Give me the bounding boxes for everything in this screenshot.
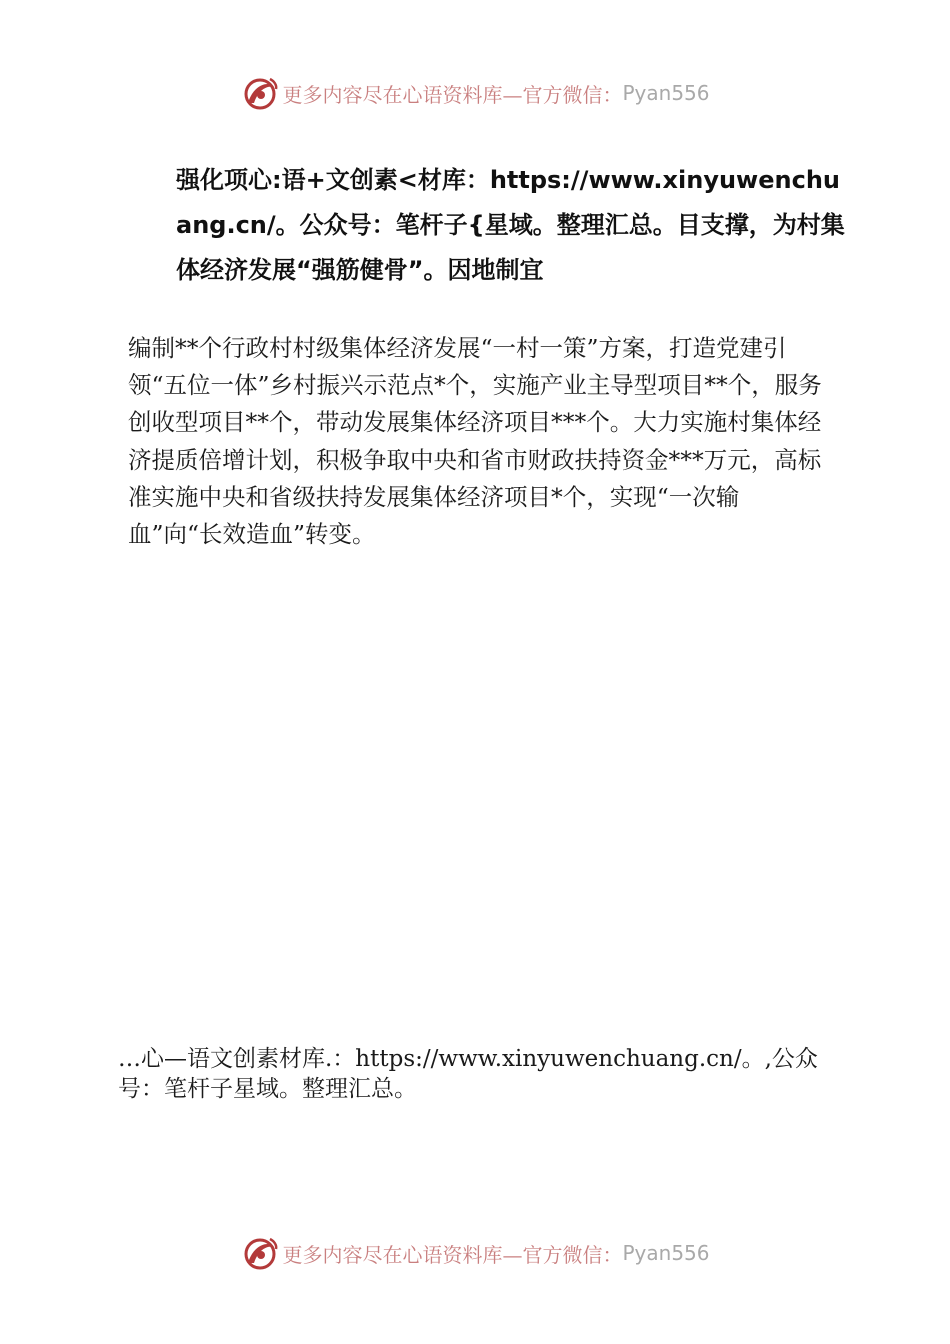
footer-note: …心—语文创素材库.：https://www.xinyuwenchuang.cn/。,公众号：笔杆子星域。整理汇总。: [118, 1046, 818, 1102]
banner-wechat-handle: Pyan556: [622, 1241, 710, 1265]
banner-wechat-handle: Pyan556: [622, 81, 710, 105]
section-heading: 强化项心:语+文创素<材库：https://www.xinyuwenchuang.cn/。公众号：笔杆子{星域。整理汇总。目支撑，为村集体经济发展“强筋健骨”。因地制宜: [176, 166, 845, 284]
banner-text: 更多内容尽在心语资料库—官方微信：: [282, 82, 623, 107]
swirl-logo-icon: [240, 1233, 280, 1273]
body-paragraph: 编制**个行政村村级集体经济发展“一村一策”方案，打造党建引领“五位一体”乡村振兴示范点*个，实施产业主导型项目**个，服务创收型项目**个，带动发展集体经济项目***个。大力实施村集体经济提质倍增计划，积极争取中央和省市财政扶持资金***万元，高标准实施中央和省级扶持发展集体经济项目*个，实现“一次输血”向“长效造血”转变。: [128, 334, 822, 549]
swirl-logo-icon: [240, 73, 280, 113]
header-banner: [0, 68, 950, 118]
footer-banner: [0, 1228, 950, 1278]
banner-text: 更多内容尽在心语资料库—官方微信：: [282, 1242, 623, 1267]
